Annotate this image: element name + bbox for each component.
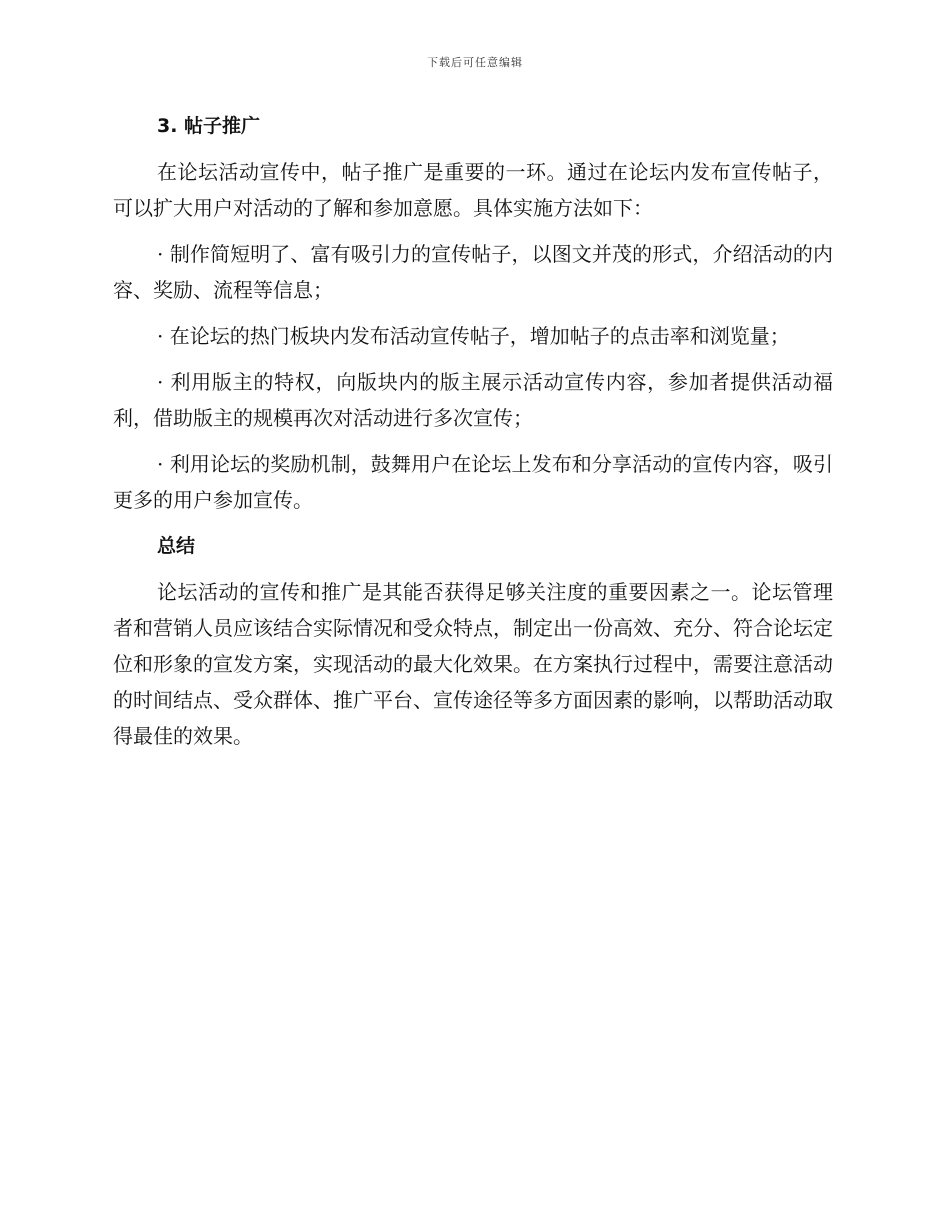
- summary-heading: 总结: [157, 535, 196, 557]
- bullet-item-1: · 制作简短明了、富有吸引力的宣传帖子，以图文并茂的形式，介绍活动的内容、奖励、流程等信息；: [113, 242, 833, 302]
- section-intro-paragraph: 在论坛活动宣传中，帖子推广是重要的一环。通过在论坛内发布宣传帖子，可以扩大用户对活动的了解和参加意愿。具体实施方法如下：: [113, 160, 833, 220]
- section-heading-post-promotion: 3. 帖子推广: [157, 115, 261, 137]
- bullet-item-3: · 利用版主的特权，向版块内的版主展示活动宣传内容，参加者提供活动福利，借助版主的规模再次对活动进行多次宣传；: [113, 370, 833, 430]
- document-body: [113, 108, 833, 754]
- summary-paragraph: 论坛活动的宣传和推广是其能否获得足够关注度的重要因素之一。论坛管理者和营销人员应该结合实际情况和受众特点，制定出一份高效、充分、符合论坛定位和形象的宣发方案，实现活动的最大化效果。在方案执行过程中，需要注意活动的时间结点、受众群体、推广平台、宣传途径等多方面因素的影响，以帮助活动取得最佳的效果。: [113, 580, 833, 748]
- bullet-item-2: · 在论坛的热门板块内发布活动宣传帖子，增加帖子的点击率和浏览量；: [157, 324, 790, 348]
- page-header: 下载后可任意编辑: [427, 56, 523, 69]
- bullet-item-4: · 利用论坛的奖励机制，鼓舞用户在论坛上发布和分享活动的宣传内容，吸引更多的用户参加宣传。: [113, 452, 833, 512]
